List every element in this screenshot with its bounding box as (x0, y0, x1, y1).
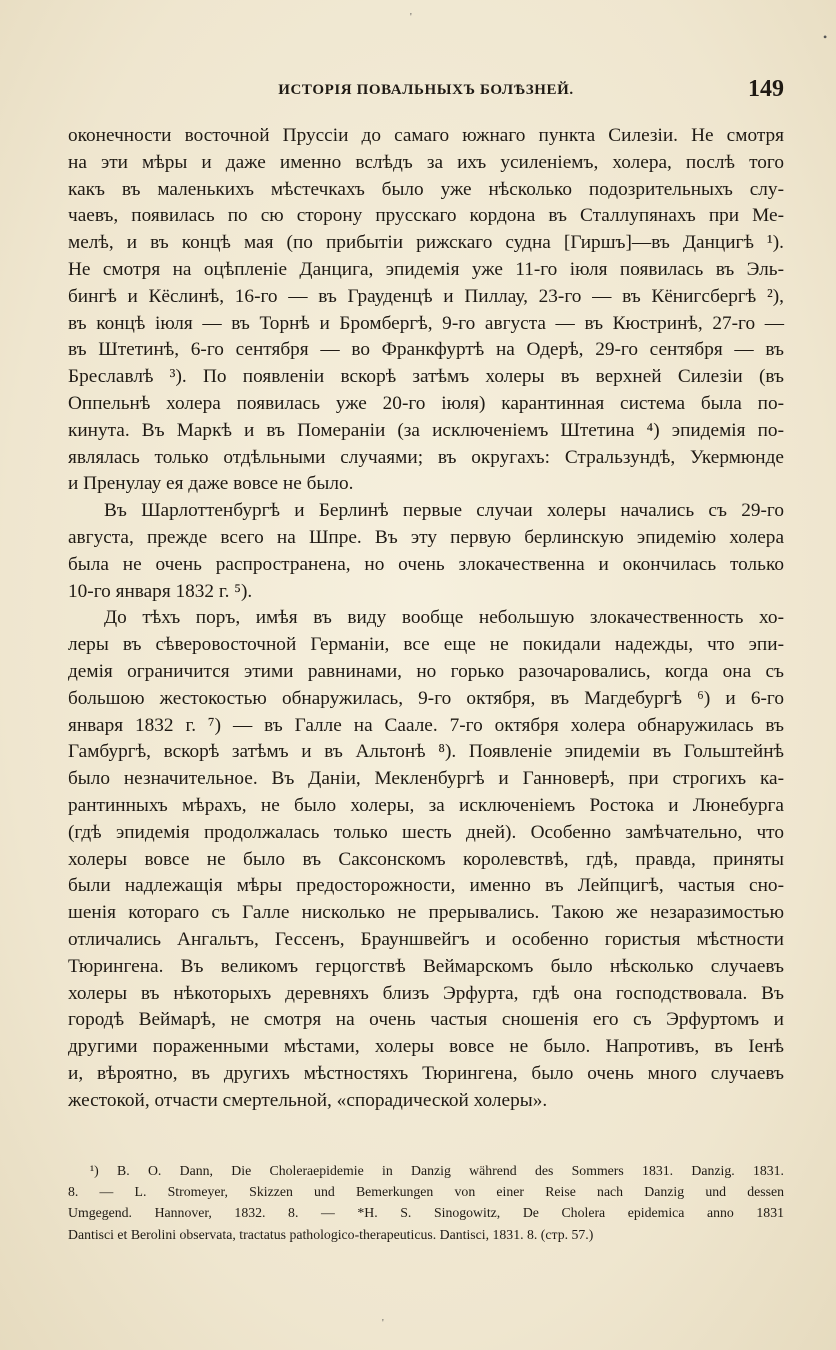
text-line: Тюрингена. Въ великомъ герцогствѣ Веймарскомъ было нѣсколько случаевъ (68, 955, 784, 977)
text-line: городѣ Веймарѣ, не смотря на очень частыя сношенія его съ Эрфуртомъ и (68, 1009, 784, 1031)
footnote-line: ¹) B. O. Dann, Die Choleraepidemie in Danzig während des Sommers 1831. Danzig. 1831. (90, 1163, 784, 1178)
text-line: демія ограничится этими равнинами, но горько разочаровались, когда она съ (68, 660, 784, 682)
text-line: Въ Шарлоттенбургѣ и Берлинѣ первые случаи холеры начались съ 29-го (104, 500, 784, 522)
text-line: 10-го января 1832 г. ⁵). (68, 580, 253, 602)
footnotes (68, 1160, 784, 1245)
text-line: Не смотря на оцѣпленіе Данцига, эпидемія уже 11-го іюля появилась въ Эль- (68, 258, 784, 280)
text-line: отличались Ангальтъ, Гессенъ, Брауншвейгъ и особенно гористыя мѣстности (68, 928, 784, 950)
text-line: Гамбургѣ, вскорѣ затѣмъ и въ Альтонѣ ⁸). Появленіе эпидеміи въ Гольштейнѣ (68, 741, 784, 763)
body-text (68, 123, 784, 1114)
text-line: какъ въ маленькихъ мѣстечкахъ было уже нѣсколько подозрительныхъ слу- (68, 178, 784, 200)
page-number: 149 (748, 76, 784, 102)
text-line: была не очень распространена, но очень злокачественна и окончилась только (68, 553, 784, 575)
text-line: августа, прежде всего на Шпре. Въ эту первую берлинскую эпидемію холера (68, 526, 784, 548)
text-line: жестокой, отчасти смертельной, «спорадической холеры». (68, 1089, 548, 1111)
text-line: въ Штетинѣ, 6-го сентября — во Франкфуртѣ на Одерѣ, 29-го сентября — въ (68, 339, 784, 361)
text-line: января 1832 г. ⁷) — въ Галле на Саале. 7-го октября холера обнаружилась въ (68, 714, 784, 736)
text-line: Бреславлѣ ³). По появленіи вскорѣ затѣмъ холеры въ верхней Силезіи (въ (68, 366, 784, 388)
text-line: въ концѣ іюля — въ Торнѣ и Бромбергѣ, 9-го августа — въ Кюстринѣ, 27-го — (68, 312, 784, 334)
text-line: и Пренулау ея даже вовсе не было. (68, 473, 354, 495)
text-line: кинута. Въ Маркѣ и въ Помераніи (за исключеніемъ Штетина ⁴) эпидемія по- (68, 419, 784, 441)
text-line: и, вѣроятно, въ другихъ мѣстностяхъ Тюрингена, было очень много случаевъ (68, 1062, 784, 1084)
text-line: холеры вовсе не было въ Саксонскомъ королевствѣ, гдѣ, правда, приняты (68, 848, 784, 870)
text-line: мелѣ, и въ концѣ мая (по прибытіи рижскаго судна [Гиршъ]—въ Данцигѣ ¹). (68, 232, 784, 254)
paragraph (68, 498, 784, 605)
text-line: были надлежащія мѣры предосторожности, именно въ Лейпцигѣ, частыя сно- (68, 875, 784, 897)
text-line: на эти мѣры и даже именно вслѣдъ за ихъ усиленіемъ, холера, послѣ того (68, 151, 784, 173)
footnote-line: Umgegend. Hannover, 1832. 8. — *H. S. Sinogowitz, De Cholera epidemica anno 1831 (68, 1205, 784, 1221)
text-line: бингѣ и Кёслинѣ, 16-го — въ Грауденцѣ и Пиллау, 23-го — въ Кёнигсбергѣ ²), (68, 285, 784, 307)
text-line: рантинныхъ мѣрахъ, не было холеры, за исключеніемъ Ростока и Люнебурга (68, 794, 784, 816)
text-line: Оппельнѣ холера появилась уже 20-го іюля) карантинная система была по- (68, 392, 784, 414)
text-line: оконечности восточной Пруссіи до самаго южнаго пункта Силезіи. Не смотря (68, 125, 784, 146)
print-speck: ' (382, 1318, 384, 1329)
footnote-line: 8. — L. Stromeyer, Skizzen und Bemerkungen von einer Reise nach Danzig und dessen (68, 1184, 784, 1200)
text-line: До тѣхъ поръ, имѣя въ виду вообще небольшую злокачественность хо- (104, 607, 784, 629)
text-line: большою жестокостью обнаружилась, 9-го октября, въ Магдебургѣ ⁶) и 6-го (68, 687, 784, 709)
page-header (68, 76, 784, 110)
running-head: ИСТОРІЯ ПОВАЛЬНЫХЪ БОЛѢЗНЕЙ. (278, 82, 574, 98)
paragraph (68, 605, 784, 1114)
text-line: (гдѣ эпидемія продолжалась только шесть дней). Особенно замѣчательно, что (68, 821, 784, 843)
text-line: являлась только отдѣльными случаями; въ округахъ: Стральзундѣ, Укермюнде (68, 446, 784, 468)
text-line: было незначительное. Въ Даніи, Мекленбургѣ и Ганноверѣ, при строгихъ ка- (68, 768, 784, 790)
text-line: холеры въ нѣкоторыхъ деревняхъ близъ Эрфурта, гдѣ она господствовала. Въ (68, 982, 784, 1004)
print-speck: • (823, 30, 828, 44)
text-line: чаевъ, появилась по сю сторону прусскаго кордона въ Сталлупянахъ при Ме- (68, 205, 784, 227)
paragraph (68, 123, 784, 498)
text-line: другими пораженными мѣстами, холеры вовсе не было. Напротивъ, въ Іенѣ (68, 1036, 784, 1058)
text-line: леры въ сѣверовосточной Германіи, все еще не покидали надежды, что эпи- (68, 634, 784, 656)
print-speck: ' (410, 12, 412, 23)
footnote-line: Dantisci et Berolini observata, tractatus pathologico-therapeuticus. Dantisci, 1831. 8. (стр. 57.) (68, 1226, 594, 1242)
text-line: шенія котораго съ Галле нисколько не прерывались. Такою же незаразимостью (68, 902, 784, 924)
